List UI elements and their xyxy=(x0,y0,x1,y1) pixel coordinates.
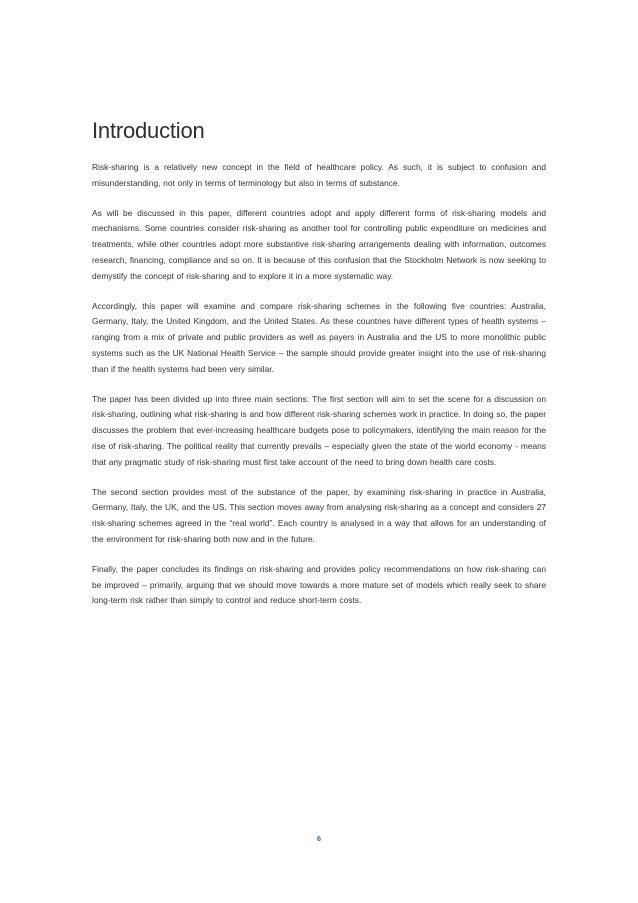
paragraph-2: As will be discussed in this paper, different countries adopt and apply different forms of risk-sharing models and mechanisms. Some countries consider risk-sharing as another tool for controlling public expenditure on medicines and treatments, while other countries adopt more substantive risk-sharing arrangements dealing with information, outcomes research, financing, compliance and so on. It is because of this confusion that the Stockholm Network is now seeking to demystify the concept of risk-sharing and to explore it in a more systematic way. xyxy=(92,207,546,281)
paragraph-5: The second section provides most of the substance of the paper, by examining risk-sharing in practice in Australia, Germany, Italy, the UK, and the US. This section moves away from analysing risk-sharing as a concept and considers 27 risk-sharing schemes agreed in the “real world”. Each country is analysed in a way that allows for an understanding of the environment for risk-sharing both now and in the future. xyxy=(92,486,547,544)
body-text xyxy=(92,160,546,623)
section-heading: Introduction xyxy=(92,118,205,143)
page-number: 6 xyxy=(316,834,322,843)
paragraph-6: Finally, the paper concludes its findings on risk-sharing and provides policy recommendations on how risk-sharing can be improved – primarily, arguing that we should move towards a more mature set of models which really seek to share long-term risk rather than simply to control and reduce short-term costs. xyxy=(92,563,546,606)
paragraph-4: The paper has been divided up into three main sections: The first section will aim to set the scene for a discussion on risk-sharing, outlining what risk-sharing is and how different risk-sharing schemes work in practice. In doing so, the paper discusses the problem that ever-increasing healthcare budgets pose to policymakers, identifying the main reason for the rise of risk-sharing. The political reality that currently prevails – especially given the state of the world economy - means that any pragmatic study of risk-sharing must first take account of the need to bring down health care costs. xyxy=(92,393,546,467)
paragraph-3: Accordingly, this paper will examine and compare risk-sharing schemes in the following five countries: Australia, Germany, Italy, the United Kingdom, and the United States. As these countries have different types of health systems – ranging from a mix of private and public providers as well as payers in Australia and the US to more monolithic public systems such as the UK National Health Service – the sample should provide greater insight into the use of risk-sharing than if the health systems had been very similar. xyxy=(92,300,546,374)
paragraph-1: Risk-sharing is a relatively new concept in the field of healthcare policy. As such, it is subject to confusion and misunderstanding, not only in terms of terminology but also in terms of substance. xyxy=(92,162,546,188)
